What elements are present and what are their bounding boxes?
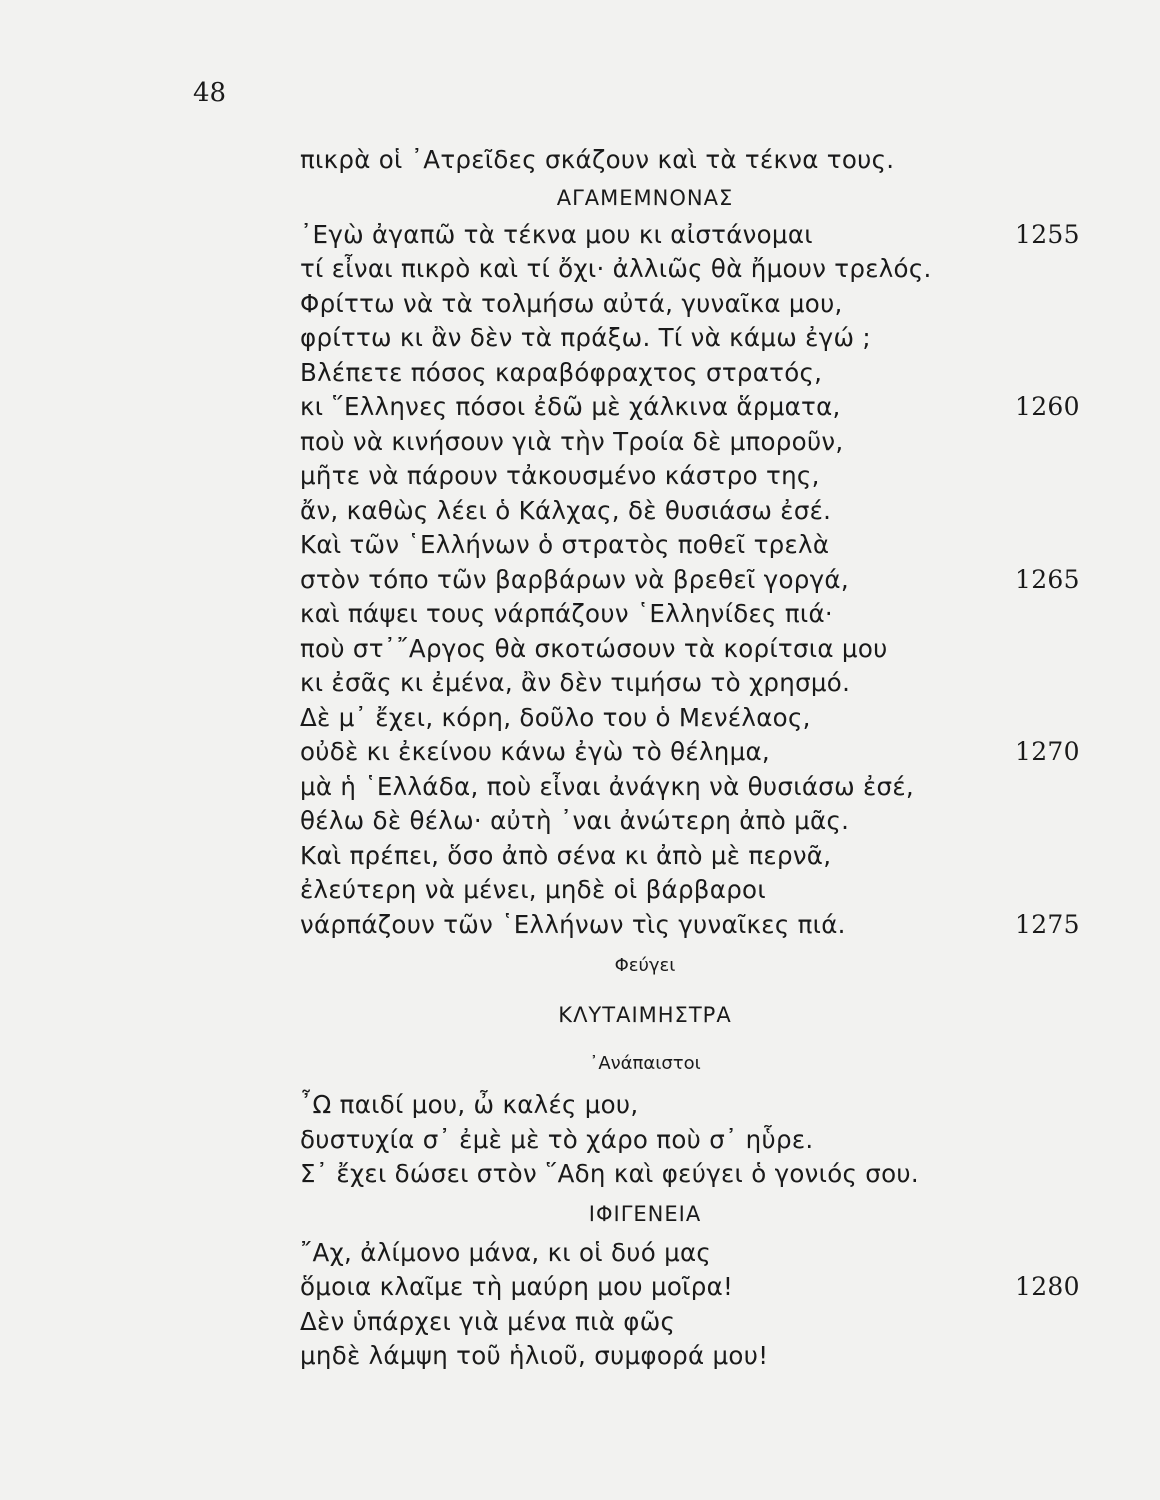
- verse-line: [300, 666, 1080, 701]
- verse-line-text: Καὶ πρέπει, ὅσο ἀπὸ σένα κι ἀπὸ μὲ περνᾶ,: [300, 840, 832, 870]
- verse-line: [300, 459, 1080, 494]
- verse-line: [300, 425, 1080, 460]
- verse-line-text: μὰ ἡ ῾Ελλάδα, ποὺ εἶναι ἀνάγκη νὰ θυσιάσω ἐσέ,: [300, 771, 915, 801]
- verse-line: [300, 252, 1080, 287]
- verse-line-text: ῎Αχ, ἀλίμονο μάνα, κι οἱ δυό μας: [300, 1237, 712, 1267]
- verse-line-text: Δὲν ὑπάρχει γιὰ μένα πιὰ φῶς: [300, 1306, 676, 1336]
- verse-line: [300, 1236, 1080, 1271]
- line-number: 1275: [1015, 909, 1080, 939]
- verse-line-text: ὅμοια κλαῖμε τὴ μαύρη μου μοῖρα!: [300, 1272, 734, 1301]
- verse-line: [300, 1123, 1080, 1158]
- verse-line: [300, 1088, 1080, 1123]
- verse-line-text: ποὺ στ᾿῎Αργος θὰ σκοτώσουν τὰ κορίτσια μου: [300, 633, 888, 663]
- verse-line: [300, 356, 1080, 391]
- verse-line: [300, 563, 1080, 598]
- verse-line-text: ἐλεύτερη νὰ μένει, μηδὲ οἱ βάρβαροι: [300, 875, 766, 904]
- verse-line-text: τί εἶναι πικρὸ καὶ τί ὄχι· ἀλλιῶς θὰ ἤμουν τρελός.: [300, 254, 932, 283]
- verse-line-text: δυστυχία σ᾿ ἐμὲ μὲ τὸ χάρο ποὺ σ᾿ ηὗρε.: [300, 1124, 814, 1154]
- verse-line-text: στὸν τόπο τῶν βαρβάρων νὰ βρεθεῖ γοργά,: [300, 564, 849, 594]
- verse-line-text: οὐδὲ κι ἐκείνου κάνω ἐγὼ τὸ θέλημα,: [300, 737, 770, 766]
- verse-line: [300, 1339, 1080, 1374]
- page-number: 48: [193, 78, 227, 108]
- verse-line: [300, 494, 1080, 529]
- line-number: 1270: [1015, 737, 1080, 766]
- verse-line: [300, 770, 1080, 805]
- verse-line: [300, 701, 1080, 736]
- verse-line: πικρὰ οἱ ᾿Ατρεῖδες σκάζουν καὶ τὰ τέκνα τους.: [300, 145, 895, 174]
- verse-text: [300, 143, 1080, 1374]
- verse-line-text: Βλέπετε πόσος καραβόφραχτος στρατός,: [300, 357, 823, 387]
- verse-line: [300, 735, 1080, 770]
- verse-line-text: κι ῞Ελληνες πόσοι ἐδῶ μὲ χάλκινα ἅρματα,: [300, 392, 841, 421]
- verse-line: [300, 839, 1080, 874]
- verse-line: [300, 804, 1080, 839]
- verse-line-text: ποὺ νὰ κινήσουν γιὰ τὴν Τροία δὲ μποροῦν,: [300, 426, 844, 456]
- verse-line: [300, 218, 1080, 253]
- meter-note: ᾿Ανάπαιστοι: [589, 1053, 701, 1074]
- line-number: 1255: [1015, 219, 1080, 249]
- speech-agamemnon: [300, 218, 1080, 943]
- verse-line-text: μηδὲ λάμψη τοῦ ἡλιοῦ, συμφορά μου!: [300, 1341, 769, 1370]
- verse-line-text: καὶ πάψει τους νάρπάζουν ῾Ελληνίδες πιά·: [300, 599, 833, 628]
- verse-line-text: Σ᾿ ἔχει δώσει στὸν ῞Αδη καὶ φεύγει ὁ γονιός σου.: [300, 1159, 919, 1188]
- speech-iphigenia: [300, 1236, 1080, 1374]
- line-number: 1280: [1015, 1272, 1080, 1301]
- verse-line-text: κι ἐσᾶς κι ἐμένα, ἂν δὲν τιμήσω τὸ χρησμό.: [300, 668, 851, 697]
- stage-direction: Φεύγει: [614, 955, 676, 976]
- line-number: 1260: [1015, 392, 1080, 421]
- verse-line: [300, 1305, 1080, 1340]
- verse-line: [300, 873, 1080, 908]
- verse-line: [300, 1270, 1080, 1305]
- verse-line: [300, 390, 1080, 425]
- speaker-clytemnestra: ΚΛΥΤΑΙΜΗΣΤΡΑ: [558, 1003, 732, 1027]
- verse-line-text: νάρπάζουν τῶν ῾Ελλήνων τὶς γυναῖκες πιά.: [300, 909, 846, 939]
- verse-line-text: ᾿Εγὼ ἀγαπῶ τὰ τέκνα μου κι αἰστάνομαι: [300, 219, 813, 249]
- verse-line-text: Καὶ τῶν ῾Ελλήνων ὁ στρατὸς ποθεῖ τρελὰ: [300, 530, 830, 559]
- verse-line: [300, 597, 1080, 632]
- verse-line: [300, 1157, 1080, 1192]
- line-number: 1265: [1015, 564, 1080, 594]
- speech-clytemnestra: [300, 1088, 1080, 1192]
- verse-line-text: ἄν, καθὼς λέει ὁ Κάλχας, δὲ θυσιάσω ἐσέ.: [300, 495, 832, 525]
- verse-line-text: ῏Ω παιδί μου, ὦ καλές μου,: [300, 1090, 639, 1119]
- verse-line-text: Φρίττω νὰ τὰ τολμήσω αὐτά, γυναῖκα μου,: [300, 288, 843, 318]
- verse-line-text: μῆτε νὰ πάρουν τἀκουσμένο κάστρο της,: [300, 461, 820, 490]
- verse-line: [300, 321, 1080, 356]
- verse-line: [300, 908, 1080, 943]
- verse-line: [300, 287, 1080, 322]
- verse-line: [300, 528, 1080, 563]
- speaker-iphigenia: ΙΦΙΓΕΝΕΙΑ: [588, 1201, 702, 1226]
- verse-line-text: θέλω δὲ θέλω· αὐτὴ ᾿ναι ἀνώτερη ἀπὸ μᾶς.: [300, 806, 850, 835]
- verse-line-text: Δὲ μ᾿ ἔχει, κόρη, δοῦλο του ὁ Μενέλαος,: [300, 702, 811, 732]
- speaker-agamemnon: ΑΓΑΜΕΜΝΟΝΑΣ: [556, 185, 734, 210]
- verse-line-text: φρίττω κι ἂν δὲν τὰ πράξω. Τί νὰ κάμω ἐγώ ;: [300, 323, 871, 352]
- verse-line: [300, 632, 1080, 667]
